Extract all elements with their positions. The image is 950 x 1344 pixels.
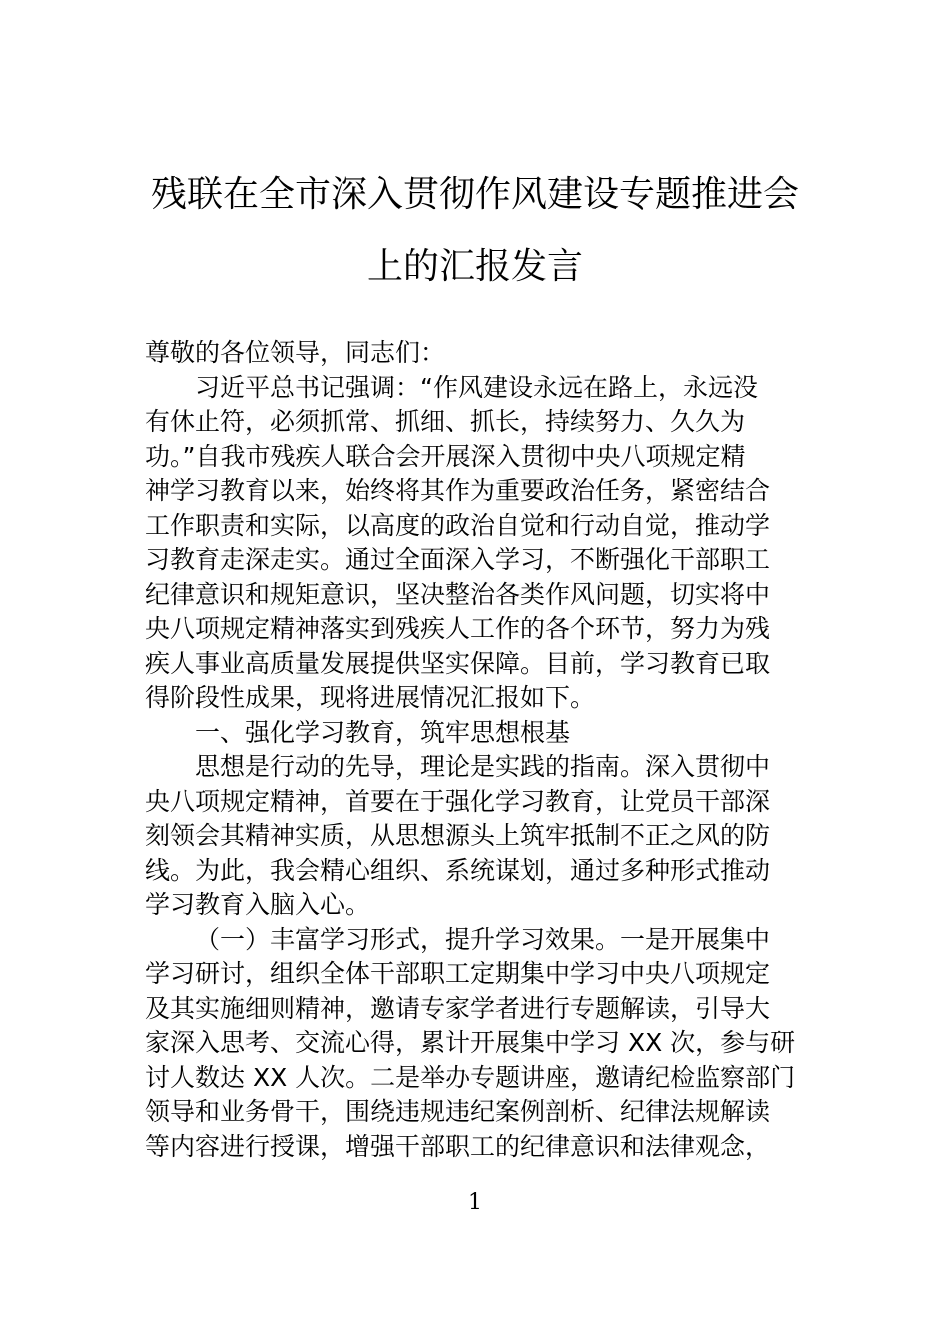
body-line: 等内容进行授课，增强干部职工的纪律意识和法律观念， <box>145 1131 771 1161</box>
body-line: 领导和业务骨干，围绕违规违纪案例剖析、纪律法规解读 <box>145 1097 771 1126</box>
body-line: 习教育走深走实。通过全面深入学习，不断强化干部职工 <box>145 545 771 574</box>
document-body <box>145 336 807 1164</box>
body-line: 央八项规定精神，首要在于强化学习教育，让党员干部深 <box>145 786 771 816</box>
body-line: 及其实施细则精神，邀请专家学者进行专题解读，引导大 <box>145 993 771 1023</box>
body-line: 工作职责和实际，以高度的政治自觉和行动自觉，推动学 <box>145 510 771 540</box>
body-line: 家深入思考、交流心得，累计开展集中学习 XX 次，参与研 <box>145 1028 796 1057</box>
page-number: 1 <box>468 1190 482 1215</box>
salutation: 尊敬的各位领导，同志们： <box>145 338 446 367</box>
document-title-line-2: 上的汇报发言 <box>366 246 583 287</box>
body-line: 学习教育入脑入心。 <box>145 890 371 919</box>
body-line: （一）丰富学习形式，提升学习效果。一是开展集中 <box>195 924 771 954</box>
body-line: 刻领会其精神实质，从思想源头上筑牢抵制不正之风的防 <box>145 821 771 850</box>
body-line: 讨人数达 XX 人次。二是举办专题讲座，邀请纪检监察部门 <box>145 1062 796 1092</box>
body-line: 得阶段性成果，现将进展情况汇报如下。 <box>145 683 596 712</box>
body-line: 习近平总书记强调：“作风建设永远在路上，永远没 <box>195 372 758 402</box>
body-line: 有休止符，必须抓常、抓细、抓长，持续努力、久久为 <box>145 407 746 436</box>
body-line: 功。”自我市残疾人联合会开展深入贯彻中央八项规定精 <box>145 441 746 471</box>
document-title-line-1: 残联在全市深入贯彻作风建设专题推进会 <box>150 174 799 215</box>
body-line: 思想是行动的先导，理论是实践的指南。深入贯彻中 <box>195 752 771 781</box>
body-line: 线。为此，我会精心组织、系统谋划，通过多种形式推动 <box>145 855 771 885</box>
body-line: 纪律意识和规矩意识，坚决整治各类作风问题，切实将中 <box>145 579 771 609</box>
section-heading: 一、强化学习教育，筑牢思想根基 <box>195 717 571 747</box>
body-line: 神学习教育以来，始终将其作为重要政治任务，紧密结合 <box>145 476 771 505</box>
body-line: 疾人事业高质量发展提供坚实保障。目前，学习教育已取 <box>145 648 771 678</box>
body-line: 学习研讨，组织全体干部职工定期集中学习中央八项规定 <box>145 959 771 988</box>
body-line: 央八项规定精神落实到残疾人工作的各个环节，努力为残 <box>145 614 771 643</box>
